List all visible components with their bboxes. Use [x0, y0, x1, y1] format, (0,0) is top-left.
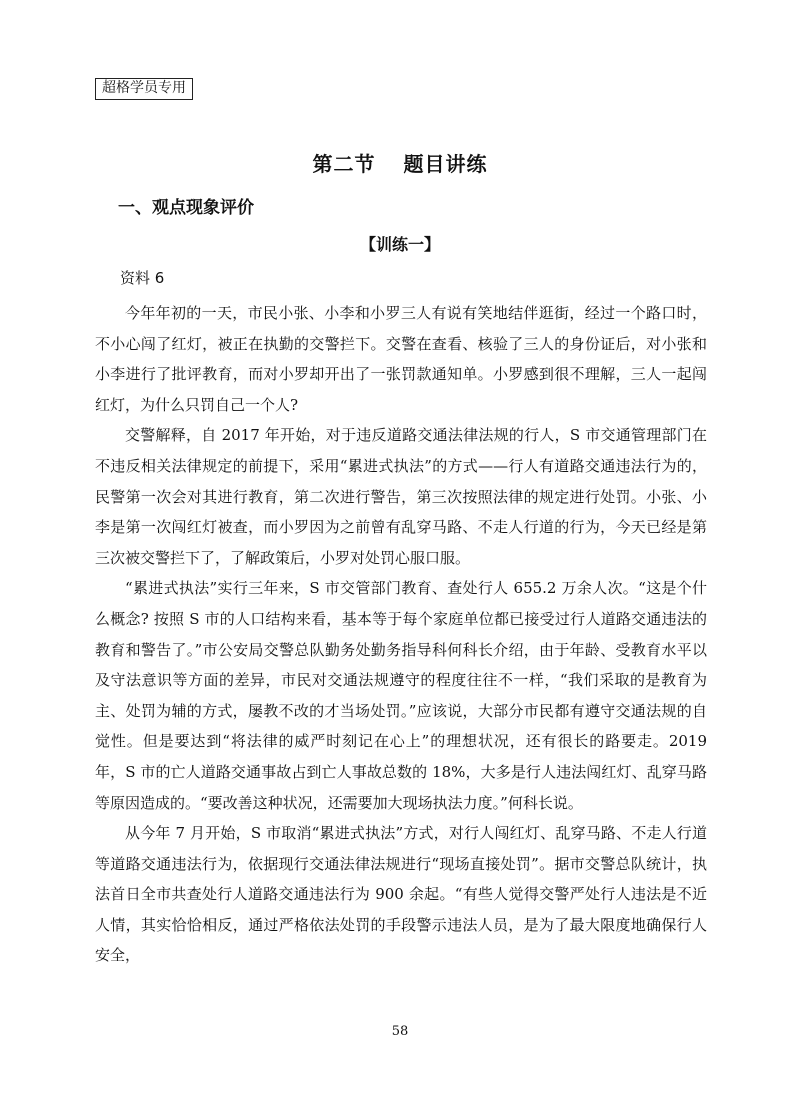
- section-number: 第二节: [312, 152, 376, 176]
- page-number: 58: [391, 1024, 409, 1039]
- paragraph: 今年年初的一天，市民小张、小李和小罗三人有说有笑地结伴逛街，经过一个路口时，不小心闯了红灯，被正在执勤的交警拦下。交警在查看、核验了三人的身份证后，对小张和小李进行了批评教育，而对小罗却开出了一张罚款通知单。小罗感到很不理解，三人一起闯红灯，为什么只罚自己一个人?: [95, 304, 707, 414]
- paragraph: 从今年 7 月开始，S 市取消“累进式执法”方式，对行人闯红灯、乱穿马路、不走人行道等道路交通违法行为，依据现行交通法律法规进行“现场直接处罚”。据市交警总队统计，执法首日全市共查处行人道路交通违法行为 900 余起。“有些人觉得交警严处行人违法是不近人情，其实恰恰相反，通过严格依法处罚的手段警示违法人员，是为了最大限度地确保行人安全，: [95, 824, 707, 965]
- source-label: 资料 6: [120, 269, 165, 287]
- paragraph: “累进式执法”实行三年来，S 市交管部门教育、查处行人 655.2 万余人次。“这是个什么概念? 按照 S 市的人口结构来看，基本等于每个家庭单位都已接受过行人道路交通违法的教育和警告了。”市公安局交警总队勤务处勤务指导科何科长介绍，由于年龄、受教育水平以及守法意识等方面的差异，市民对交通法规遵守的程度往往不一样，“我们采取的是教育为主、处罚为辅的方式，屡教不改的才当场处罚。”应该说，大部分市民都有遵守交通法规的自觉性。但是要达到“将法律的威严时刻记在心上”的理想状况，还有很长的路要走。2019 年，S 市的亡人道路交通事故占到亡人事故总数的 18%，大多是行人违法闯红灯、乱穿马路等原因造成的。“要改善这种状况，还需要加大现场执法力度。”何科长说。: [95, 579, 707, 812]
- section-name: 题目讲练: [403, 152, 488, 176]
- paragraph: 交警解释，自 2017 年开始，对于违反道路交通法律法规的行人，S 市交通管理部门在不违反相关法律规定的前提下，采用“累进式执法”的方式——行人有道路交通违法行为的，民警第一次会对其进行教育，第二次进行警告，第三次按照法律的规定进行处罚。小张、小李是第一次闯红灯被查，而小罗因为之前曾有乱穿马路、不走人行道的行为，今天已经是第三次被交警拦下了，了解政策后，小罗对处罚心服口服。: [95, 426, 707, 567]
- exclusive-label-stamp: 超格学员专用: [95, 78, 193, 100]
- article-body: [95, 298, 707, 971]
- subheading: 一、观点现象评价: [118, 198, 254, 218]
- section-title: [0, 148, 800, 177]
- training-label: 【训练一】: [359, 235, 440, 254]
